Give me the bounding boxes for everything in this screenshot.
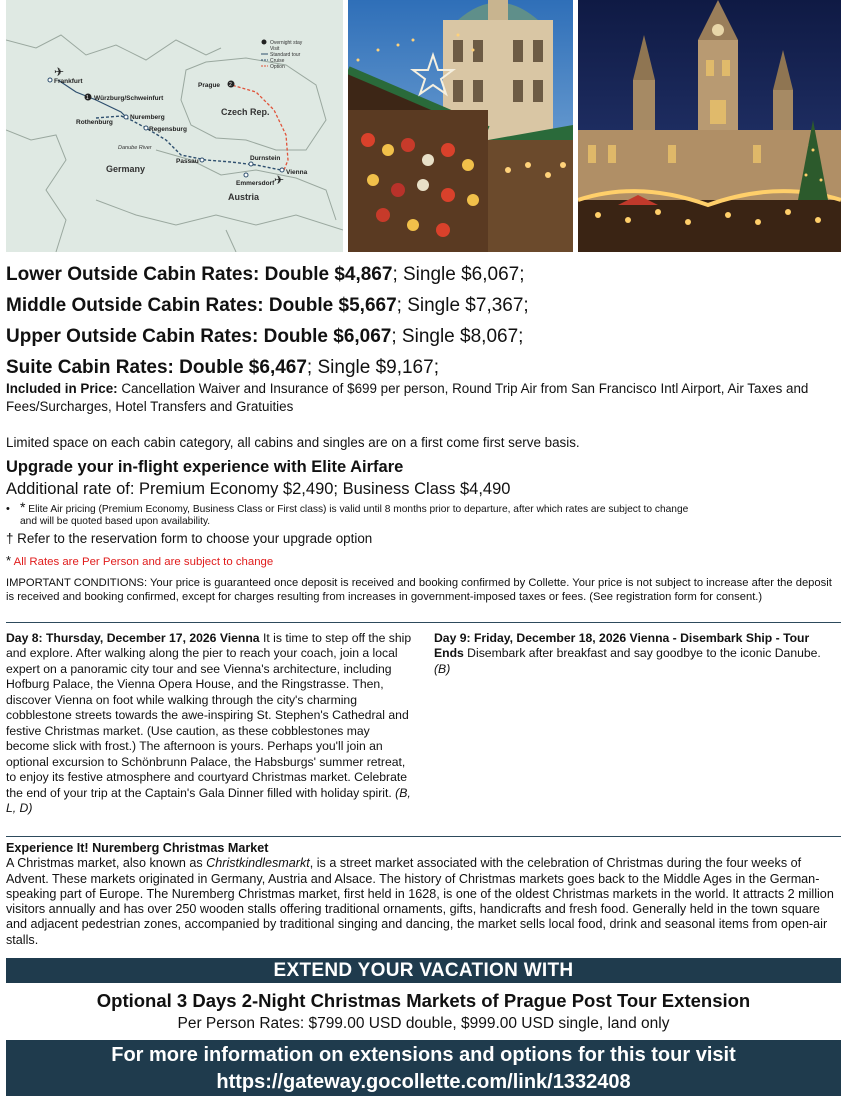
map-label-emmersdorf: Emmersdorf — [236, 180, 275, 187]
rate-single: ; Single $7,367; — [396, 295, 529, 316]
elite-air-line1: Elite Air pricing (Premium Economy, Business Class or First class) is valid until 8 months prior to departure, after which rates are subject to change — [25, 504, 689, 515]
elite-air-line2: and will be quoted based upon availability. — [20, 516, 211, 527]
map-river-label: Danube River — [118, 145, 152, 151]
experience-it-section — [6, 841, 840, 948]
asterisk: * — [20, 499, 26, 515]
header-images — [6, 0, 841, 252]
cabin-rates — [6, 259, 836, 383]
rate-label: Lower Outside Cabin Rates: Double $4,867 — [6, 264, 393, 285]
itinerary-day-8 — [6, 631, 416, 816]
all-rates-text: All Rates are Per Person and are subject to change — [11, 556, 274, 568]
map-label-rothenburg: Rothenburg — [76, 119, 113, 126]
important-conditions: IMPORTANT CONDITIONS: Your price is guaranteed once deposit is received and booking confirmed by Collette. Your price is not subject to increase after the deposit is received and booking confirmed, except for charges resulting from increases in government-imposed taxes or fees. (See registration form for consent.) — [6, 577, 832, 603]
day-heading: Day 9: Friday, December 18, 2026 Vienna - Disembark Ship - Tour Ends — [434, 631, 810, 661]
map-region-austria: Austria — [228, 192, 260, 202]
map-label-regensburg: Regensburg — [149, 126, 187, 133]
christmas-market-photo — [348, 0, 573, 252]
map-region-czech: Czech Rep. — [221, 107, 270, 117]
map-label-durnstein: Durnstein — [250, 155, 281, 162]
extension-title: Optional 3 Days 2-Night Christmas Markets of Prague Post Tour Extension — [96, 990, 751, 1011]
rate-label: Upper Outside Cabin Rates: Double $6,067 — [6, 326, 392, 347]
rate-label: Middle Outside Cabin Rates: Double $5,667 — [6, 295, 397, 316]
rate-single: ; Single $6,067; — [392, 264, 525, 285]
extend-vacation-banner: EXTEND YOUR VACATION WITH — [6, 958, 841, 983]
bullet-dot: • — [6, 503, 10, 515]
itinerary-day-9 — [434, 631, 834, 677]
limited-space-note: Limited space on each cabin category, all cabins and singles are on a first come first serve basis. — [6, 435, 580, 450]
experience-italic-term: Christkindlesmarkt — [206, 856, 310, 871]
experience-heading: Experience It! Nuremberg Christmas Market — [6, 841, 269, 855]
elite-air-note — [6, 501, 832, 528]
map-label-frankfurt: Frankfurt — [54, 78, 83, 85]
day-text: Disembark after breakfast and say goodbye to the iconic Danube. — [463, 646, 821, 661]
map-label-prague: Prague — [198, 82, 221, 89]
airplane-icon: ✈ — [54, 65, 65, 79]
rate-lower-outside — [6, 259, 836, 290]
rate-upper-outside — [6, 321, 836, 352]
rate-label: Suite Cabin Rates: Double $6,467 — [6, 357, 307, 378]
day-meals: (B, L, D) — [6, 785, 411, 815]
map-label-wurzburg: Würzburg/Schweinfurt — [94, 95, 164, 102]
map-label-passau: Passau — [176, 158, 199, 165]
rate-single: ; Single $8,067; — [391, 326, 524, 347]
included-label: Included in Price: — [6, 381, 118, 396]
rate-middle-outside — [6, 290, 836, 321]
more-info-text: For more information on extensions and options for this tour visit — [111, 1044, 736, 1066]
map-region-germany: Germany — [106, 164, 146, 174]
map-label-vienna: Vienna — [286, 169, 308, 176]
map-label-nuremberg: Nuremberg — [130, 114, 165, 121]
day-meals: (B) — [434, 661, 451, 676]
dagger-note: † Refer to the reservation form to choose your upgrade option — [6, 531, 373, 546]
extension-rates: Per Person Rates: $799.00 USD double, $999.00 USD single, land only — [177, 1015, 670, 1032]
upgrade-rate: Additional rate of: Premium Economy $2,490; Business Class $4,490 — [6, 480, 511, 498]
divider — [6, 836, 841, 837]
included-text: Cancellation Waiver and Insurance of $699 per person, Round Trip Air from San Francisco Intl Airport, Air Taxes and Fees/Surcharges, Hotel Transfers and Gratuities — [6, 381, 809, 414]
more-info-banner — [6, 1040, 841, 1096]
all-rates-note — [6, 553, 273, 570]
map-marker-1: 1 — [86, 95, 89, 101]
day-text: It is time to step off the ship and explore. After walking along the pier to reach your coach, join a local expert on a panoramic city tour and see Vienna's architecture, including Hofburg Palace, the Vienna Opera House, and the Ringstrasse. Then, discover Vienna on foot while walking through the city's charming cobblestone streets towards the awe-inspiring St. Stephen's Cathedral and festive Christmas market. (Use caution, as these cobblestones may become slick with frost.) The afternoon is yours. Perhaps you'll join an optional excursion to Schönbrunn Palace, the Habsburgs' summer retreat, to enjoy its festive atmosphere and courtyard Christmas market. Celebrate the end of your trip at the Captain's Gala Dinner filled with holiday spirit. — [6, 631, 412, 800]
asterisk: * — [6, 553, 12, 568]
map-marker-2: 2 — [229, 82, 232, 88]
map-legend-item: Cruise — [270, 58, 285, 64]
rate-single: ; Single $9,167; — [306, 357, 439, 378]
map-legend-item: Standard tour — [270, 52, 301, 58]
tour-link[interactable]: https://gateway.gocollette.com/link/1332408 — [216, 1071, 631, 1093]
rate-suite — [6, 352, 836, 383]
map-legend-item: Overnight stay — [270, 40, 303, 46]
vienna-city-hall-photo — [578, 0, 841, 252]
experience-text: A Christmas market, also known as — [6, 856, 207, 871]
airplane-icon: ✈ — [274, 173, 285, 187]
day-heading: Day 8: Thursday, December 17, 2026 Vienna — [6, 631, 260, 645]
tour-route-map — [6, 0, 343, 252]
divider — [6, 622, 841, 623]
upgrade-heading: Upgrade your in-flight experience with Elite Airfare — [6, 458, 404, 476]
experience-text: , is a street market associated with the celebration of Christmas during the four weeks of Advent. These markets originated in Germany, Austria and Alsace. The history of Christmas markets goes back to the Middle Ages in the German-speaking part of Europe. The Nuremberg Christmas market, first held in 1628, is one of the oldest Christmas markets in the world. It attracts 2 million visitors annually and has over 250 wooden stalls offering traditional ornaments, gifts, handicrafts and fresh food. Generally held in the town square and adjacent pedestrian zones, accompanied by traditional singing and dancing, the market sells local food, drink and seasonal items from open-air stalls. — [6, 856, 834, 947]
included-in-price — [6, 380, 832, 416]
map-legend-item: Visit — [270, 46, 280, 52]
map-legend-item: Option — [270, 64, 285, 70]
